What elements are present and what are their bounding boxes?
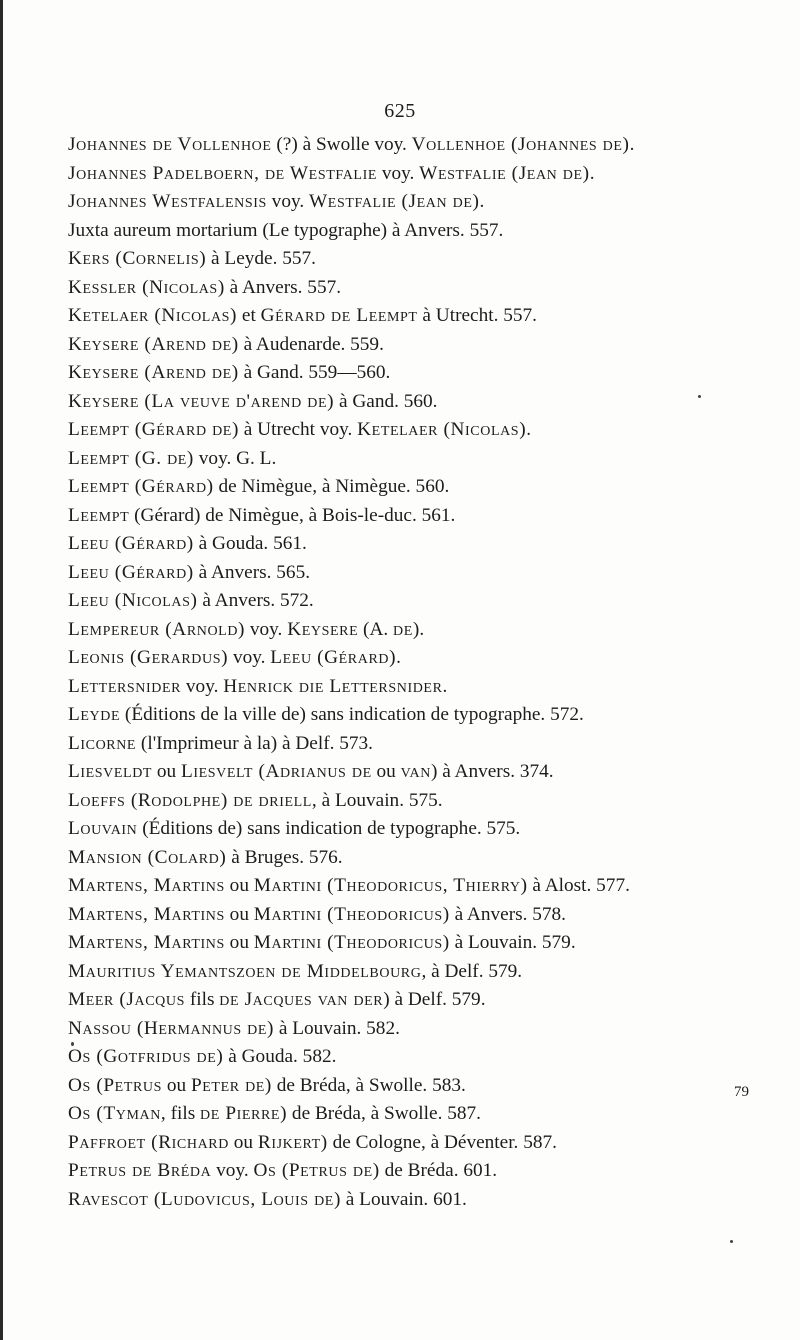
entry-name-text: Keysere (Arend de): [68, 362, 239, 383]
entry-text: (A.: [358, 618, 394, 640]
entry-name-text: Martini (Theodoricus): [253, 932, 450, 953]
index-entry: [68, 1129, 758, 1158]
index-entry: [68, 1015, 758, 1044]
entry-text: à Audenarde. 559.: [238, 333, 384, 355]
entry-text: de Bréda, à Swolle. 587.: [287, 1103, 481, 1124]
entry-name-text: Os (Gotfridus de): [68, 1046, 224, 1067]
index-entry: [68, 616, 758, 645]
entry-name-text: Johannes de Vollenhoe: [68, 134, 272, 155]
index-entry: [68, 331, 758, 360]
entry-text: à Anvers. 557.: [224, 276, 342, 298]
entry-name-text: Vollenhoe (Johannes de): [411, 134, 630, 155]
index-entry: [68, 274, 758, 303]
index-entry: [68, 131, 758, 160]
entry-text: à Alost. 577.: [527, 875, 630, 896]
entry-name-text: Petrus de Bréda: [68, 1160, 212, 1181]
index-entry: [68, 502, 758, 531]
entry-name-text: Martens, Martins: [68, 903, 225, 925]
entry-name-text: Keysere: [287, 618, 359, 640]
index-entry: [68, 530, 758, 559]
entry-name-text: Kers (Cornelis): [68, 248, 207, 269]
index-entry: [68, 302, 758, 331]
entry-text: (Gérard) de Nimègue, à Bois-le-duc. 561.: [129, 504, 456, 526]
index-entry: [68, 245, 758, 274]
entry-name-text: Louvain: [68, 818, 138, 839]
entry-text: à Utrecht. 557.: [417, 305, 537, 326]
entry-text: à Leyde. 557.: [206, 248, 316, 269]
entry-text: , fils: [160, 1103, 201, 1124]
index-entry: [68, 844, 758, 873]
entry-text: ou: [228, 1131, 258, 1153]
entry-text: , à Delf. 579.: [421, 960, 523, 982]
entry-text: ou: [152, 761, 181, 782]
index-entry: [68, 701, 758, 730]
entry-text: voy.: [266, 191, 309, 212]
entry-name-text: Os (Petrus: [68, 1074, 163, 1096]
index-entry: [68, 587, 758, 616]
entry-text: voy. G. L.: [193, 447, 277, 469]
entry-name-text: Mauritius Yemantszoen de Middelbourg: [68, 960, 422, 982]
entry-name-text: Os (Petrus de): [253, 1160, 380, 1181]
entry-text: à Anvers. 578.: [449, 903, 567, 925]
entry-name-text: Peter de): [190, 1074, 272, 1096]
entry-text: de Nimègue, à Nimègue. 560.: [213, 476, 450, 497]
entry-text: ou: [371, 761, 401, 782]
entry-text: voy.: [377, 162, 420, 184]
index-entry: [68, 644, 758, 673]
entry-name-text: Ravescot (Ludovicus, Louis de): [68, 1188, 341, 1210]
index-entry: [68, 445, 758, 474]
entry-text: et: [237, 305, 261, 326]
entry-text: Juxta aureum mortarium (Le typographe) à Anvers. 557.: [68, 219, 504, 241]
entry-text: , à Louvain. 575.: [311, 789, 443, 811]
entry-text: à Utrecht voy.: [238, 419, 358, 440]
entry-text: à Anvers. 565.: [193, 561, 311, 583]
entry-text: ) à Delf. 579.: [383, 989, 486, 1010]
index-entry: [68, 388, 758, 417]
entry-name-text: Leeu (Nicolas): [68, 590, 198, 611]
entry-name-text: Westfalie (Jean de): [309, 191, 480, 212]
entry-name-text: Johannes Padelboern, de Westfalie: [68, 162, 377, 184]
entry-name-text: van: [400, 761, 431, 782]
index-entry: [68, 1100, 758, 1129]
printer-signature-mark: 79: [734, 1084, 749, 1100]
index-entry: [68, 1043, 758, 1072]
entry-name-text: Ketelaer (Nicolas): [357, 419, 527, 440]
entry-name-text: Gérard de Leempt: [260, 305, 418, 326]
index-entry: [68, 901, 758, 930]
entry-name-text: Liesveldt: [68, 761, 153, 782]
entry-name-text: Leeu (Gérard): [68, 561, 194, 583]
entry-name-text: Leeu (Gérard): [270, 647, 397, 668]
entry-name-text: Leyde: [68, 704, 121, 725]
entry-text: à Gand. 560.: [334, 390, 438, 412]
entry-name-text: Nassou (Hermannus de): [68, 1017, 275, 1039]
entry-name-text: Lettersnider: [68, 675, 182, 697]
ink-speck: [71, 1042, 74, 1046]
ink-speck: [730, 1240, 733, 1243]
entry-text: à Louvain. 582.: [274, 1017, 400, 1039]
index-entry: [68, 1072, 758, 1101]
entry-text: voy.: [211, 1160, 254, 1181]
entry-text: à Louvain. 579.: [449, 932, 576, 953]
index-entry: [68, 758, 758, 787]
entry-text: voy.: [228, 647, 271, 668]
entry-text: ou: [224, 903, 254, 925]
index-entry: [68, 787, 758, 816]
entry-name-text: Kessler (Nicolas): [68, 276, 225, 298]
entry-name-text: Martini (Theodoricus): [253, 903, 450, 925]
entry-name-text: Leempt (Gérard): [68, 476, 214, 497]
entry-name-text: Leonis (Gerardus): [68, 647, 229, 668]
entry-name-text: Leempt (G. de): [68, 447, 194, 469]
index-entry: [68, 730, 758, 759]
entry-text: (Éditions de la ville de) sans indication de typographe. 572.: [120, 704, 584, 725]
entry-text: ou: [162, 1074, 191, 1096]
index-entry: [68, 872, 758, 901]
entry-text: de Cologne, à Déventer. 587.: [327, 1131, 557, 1153]
entry-name-text: Leeu (Gérard): [68, 533, 194, 554]
index-entry: [68, 559, 758, 588]
entry-name-text: Keysere (Arend de): [68, 333, 239, 355]
entry-text: de Bréda. 601.: [379, 1160, 498, 1181]
index-entry: [68, 929, 758, 958]
index-entry: [68, 1186, 758, 1215]
entry-text: ).: [412, 618, 425, 640]
entry-text: .: [589, 162, 595, 184]
entry-text: ou: [224, 932, 254, 953]
page-edge-shadow: [0, 0, 3, 1340]
index-entry: [68, 986, 758, 1015]
entry-text: (l'Imprimeur à la) à Delf. 573.: [136, 732, 373, 754]
entry-text: à Gouda. 561.: [193, 533, 307, 554]
index-entry: [68, 217, 758, 246]
entry-name-text: Liesvelt (Adrianus de: [180, 761, 372, 782]
entry-name-text: Loeffs (Rodolphe) de driell: [68, 789, 312, 811]
entry-text: .: [479, 191, 485, 212]
entry-name-text: Licorne: [68, 732, 137, 754]
entry-name-text: de: [393, 618, 413, 640]
entry-name-text: Johannes Westfalensis: [68, 191, 267, 212]
entry-name-text: de Jacques van der: [219, 989, 384, 1010]
entry-name-text: Leempt: [68, 504, 130, 526]
entry-name-text: Ketelaer (Nicolas): [68, 305, 238, 326]
entry-name-text: Keysere (La veuve d'arend de): [68, 390, 335, 412]
entry-text: (?) à Swolle voy.: [271, 134, 412, 155]
entry-text: voy.: [181, 675, 224, 697]
entry-name-text: Martens, Martins: [68, 932, 225, 953]
entry-name-text: Meer (Jacqus: [68, 989, 185, 1010]
index-entry: [68, 188, 758, 217]
entry-text: .: [526, 419, 532, 440]
entry-name-text: Mansion (Colard): [68, 846, 227, 868]
index-entry: [68, 815, 758, 844]
entry-name-text: Os (Tyman: [68, 1103, 161, 1124]
entry-name-text: Martens, Martins: [68, 875, 225, 896]
entry-text: .: [396, 647, 401, 668]
entry-text: à Bruges. 576.: [226, 846, 343, 868]
entry-text: à Louvain. 601.: [340, 1188, 467, 1210]
entry-text: à Gand. 559—560.: [238, 362, 391, 383]
entry-name-text: Lempereur (Arnold): [68, 618, 246, 640]
entry-name-text: Leempt (Gérard de): [68, 419, 239, 440]
entry-text: de Bréda, à Swolle. 583.: [271, 1074, 466, 1096]
entry-text: ou: [224, 875, 254, 896]
entry-name-text: Paffroet (Richard: [68, 1131, 229, 1153]
ink-speck: [698, 395, 701, 398]
index-entry: [68, 359, 758, 388]
entry-text: (Éditions de) sans indication de typographe. 575.: [137, 818, 521, 839]
entry-text: ) à Anvers. 374.: [430, 761, 554, 782]
entry-text: à Gouda. 582.: [223, 1046, 337, 1067]
index-entry: [68, 673, 758, 702]
entry-text: .: [629, 134, 635, 155]
index-entry-list: [68, 131, 758, 1214]
entry-name-text: de Pierre): [200, 1103, 288, 1124]
entry-text: voy.: [245, 618, 288, 640]
index-entry: [68, 958, 758, 987]
entry-name-text: Westfalie (Jean de): [419, 162, 590, 184]
index-entry: [68, 160, 758, 189]
index-entry: [68, 473, 758, 502]
entry-text: fils: [185, 989, 220, 1010]
entry-name-text: Martini (Theodoricus, Thierry): [253, 875, 528, 896]
entry-text: à Anvers. 572.: [197, 590, 314, 611]
index-entry: [68, 416, 758, 445]
entry-name-text: Henrick die Lettersnider: [223, 675, 443, 697]
entry-name-text: Rijkert): [257, 1131, 328, 1153]
entry-text: .: [442, 675, 448, 697]
page-number: 625: [384, 100, 416, 122]
index-entry: [68, 1157, 758, 1186]
